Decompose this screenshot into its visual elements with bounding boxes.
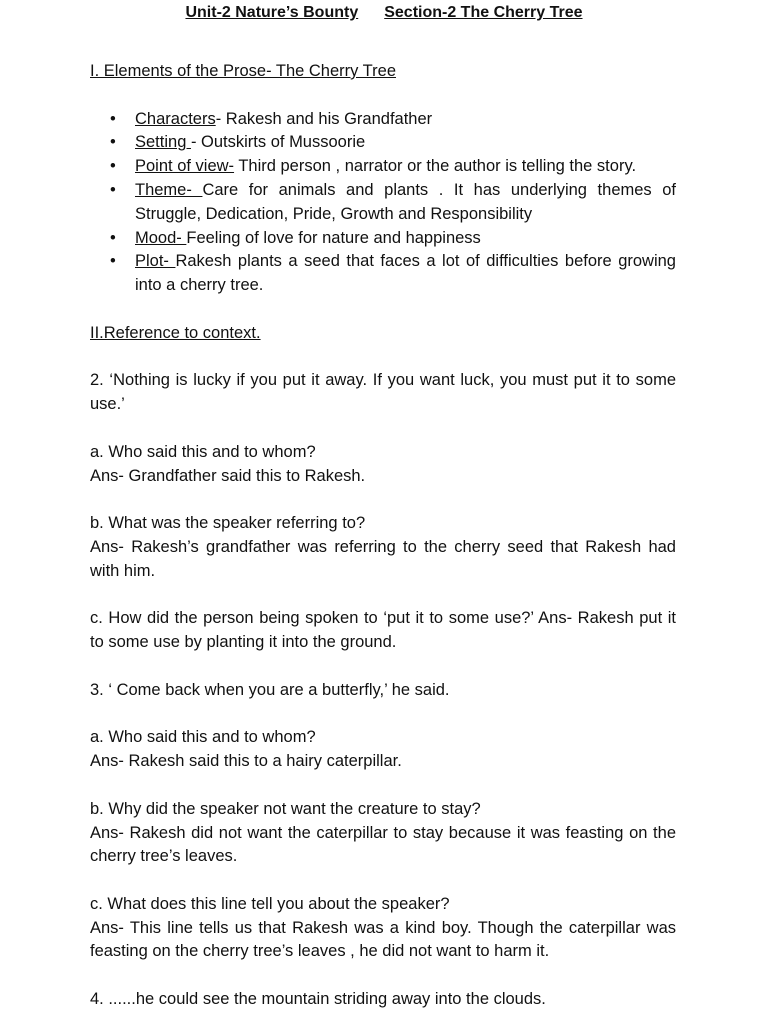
list-item [90,131,676,155]
item-label: Mood- [135,228,187,247]
question-text: c. What does this line tell you about the speaker? [90,894,450,913]
question-text: b. What was the speaker referring to? [90,514,366,533]
item-label: Plot- [135,252,176,271]
bullet-icon: • [110,228,116,247]
item-label: Theme- [135,180,203,199]
item-text: Rakesh plants a seed that faces a lot of difficulties before growing into a cherry tree. [135,252,676,295]
section-title: Section-2 The Cherry Tree [384,4,583,21]
elements-list [90,108,676,298]
question-2c: c. How did the person being spoken to ‘put it to some use?’ Ans- Rakesh put it to some use by planting it into the ground. [90,609,676,652]
item-label: Point of view- [135,157,235,176]
item-text: - Rakesh and his Grandfather [215,109,433,128]
list-item [90,108,676,132]
list-item [90,155,676,179]
document-body [90,60,676,1036]
section2-heading: II.Reference to context. [90,323,261,342]
item-text: Care for animals and plants . It has underlying themes of Struggle, Dedication, Pride, Growth and Responsibility [135,180,677,223]
list-item [90,179,676,227]
page-header [0,3,768,23]
item-text: Third person , narrator or the author is telling the story. [234,157,637,176]
bullet-icon: • [110,133,116,152]
bullet-icon: • [110,109,116,128]
answer-text: Ans- Rakesh’s grandfather was referring to the cherry seed that Rakesh had with him. [90,537,676,580]
question-4-quote: 4. ......he could see the mountain striding away into the clouds. [90,990,546,1009]
question-3-quote: 3. ‘ Come back when you are a butterfly,’ he said. [90,680,450,699]
question-2-quote: 2. ‘Nothing is lucky if you put it away. If you want luck, you must put it to some use.’ [90,371,676,414]
question-2b [90,512,676,583]
question-3c [90,893,676,964]
answer-text: Ans- Rakesh did not want the caterpillar to stay because it was feasting on the cherry tree’s leaves. [90,823,676,866]
question-text: a. Who said this and to whom? [90,442,316,461]
item-label: Characters [135,109,216,128]
question-3b [90,798,676,869]
question-text: a. Who said this and to whom? [90,728,316,747]
item-text: Feeling of love for nature and happiness [186,228,481,247]
list-item [90,227,676,251]
question-2a [90,441,676,489]
answer-text: Ans- This line tells us that Rakesh was a kind boy. Though the caterpillar was feasting on the cherry tree’s leaves , he did not want to harm it. [90,918,676,961]
answer-text: Ans- Rakesh said this to a hairy caterpillar. [90,752,402,771]
list-item [90,250,676,298]
bullet-icon: • [110,252,116,271]
item-text: - Outskirts of Mussoorie [190,133,366,152]
bullet-icon: • [110,157,116,176]
item-label: Setting [135,133,191,152]
section1-heading: I. Elements of the Prose- The Cherry Tree [90,62,396,80]
unit-title: Unit-2 Nature’s Bounty [185,4,359,21]
bullet-icon: • [110,180,116,199]
question-3a [90,726,676,774]
answer-text: Ans- Grandfather said this to Rakesh. [90,466,366,485]
question-text: b. Why did the speaker not want the creature to stay? [90,799,481,818]
